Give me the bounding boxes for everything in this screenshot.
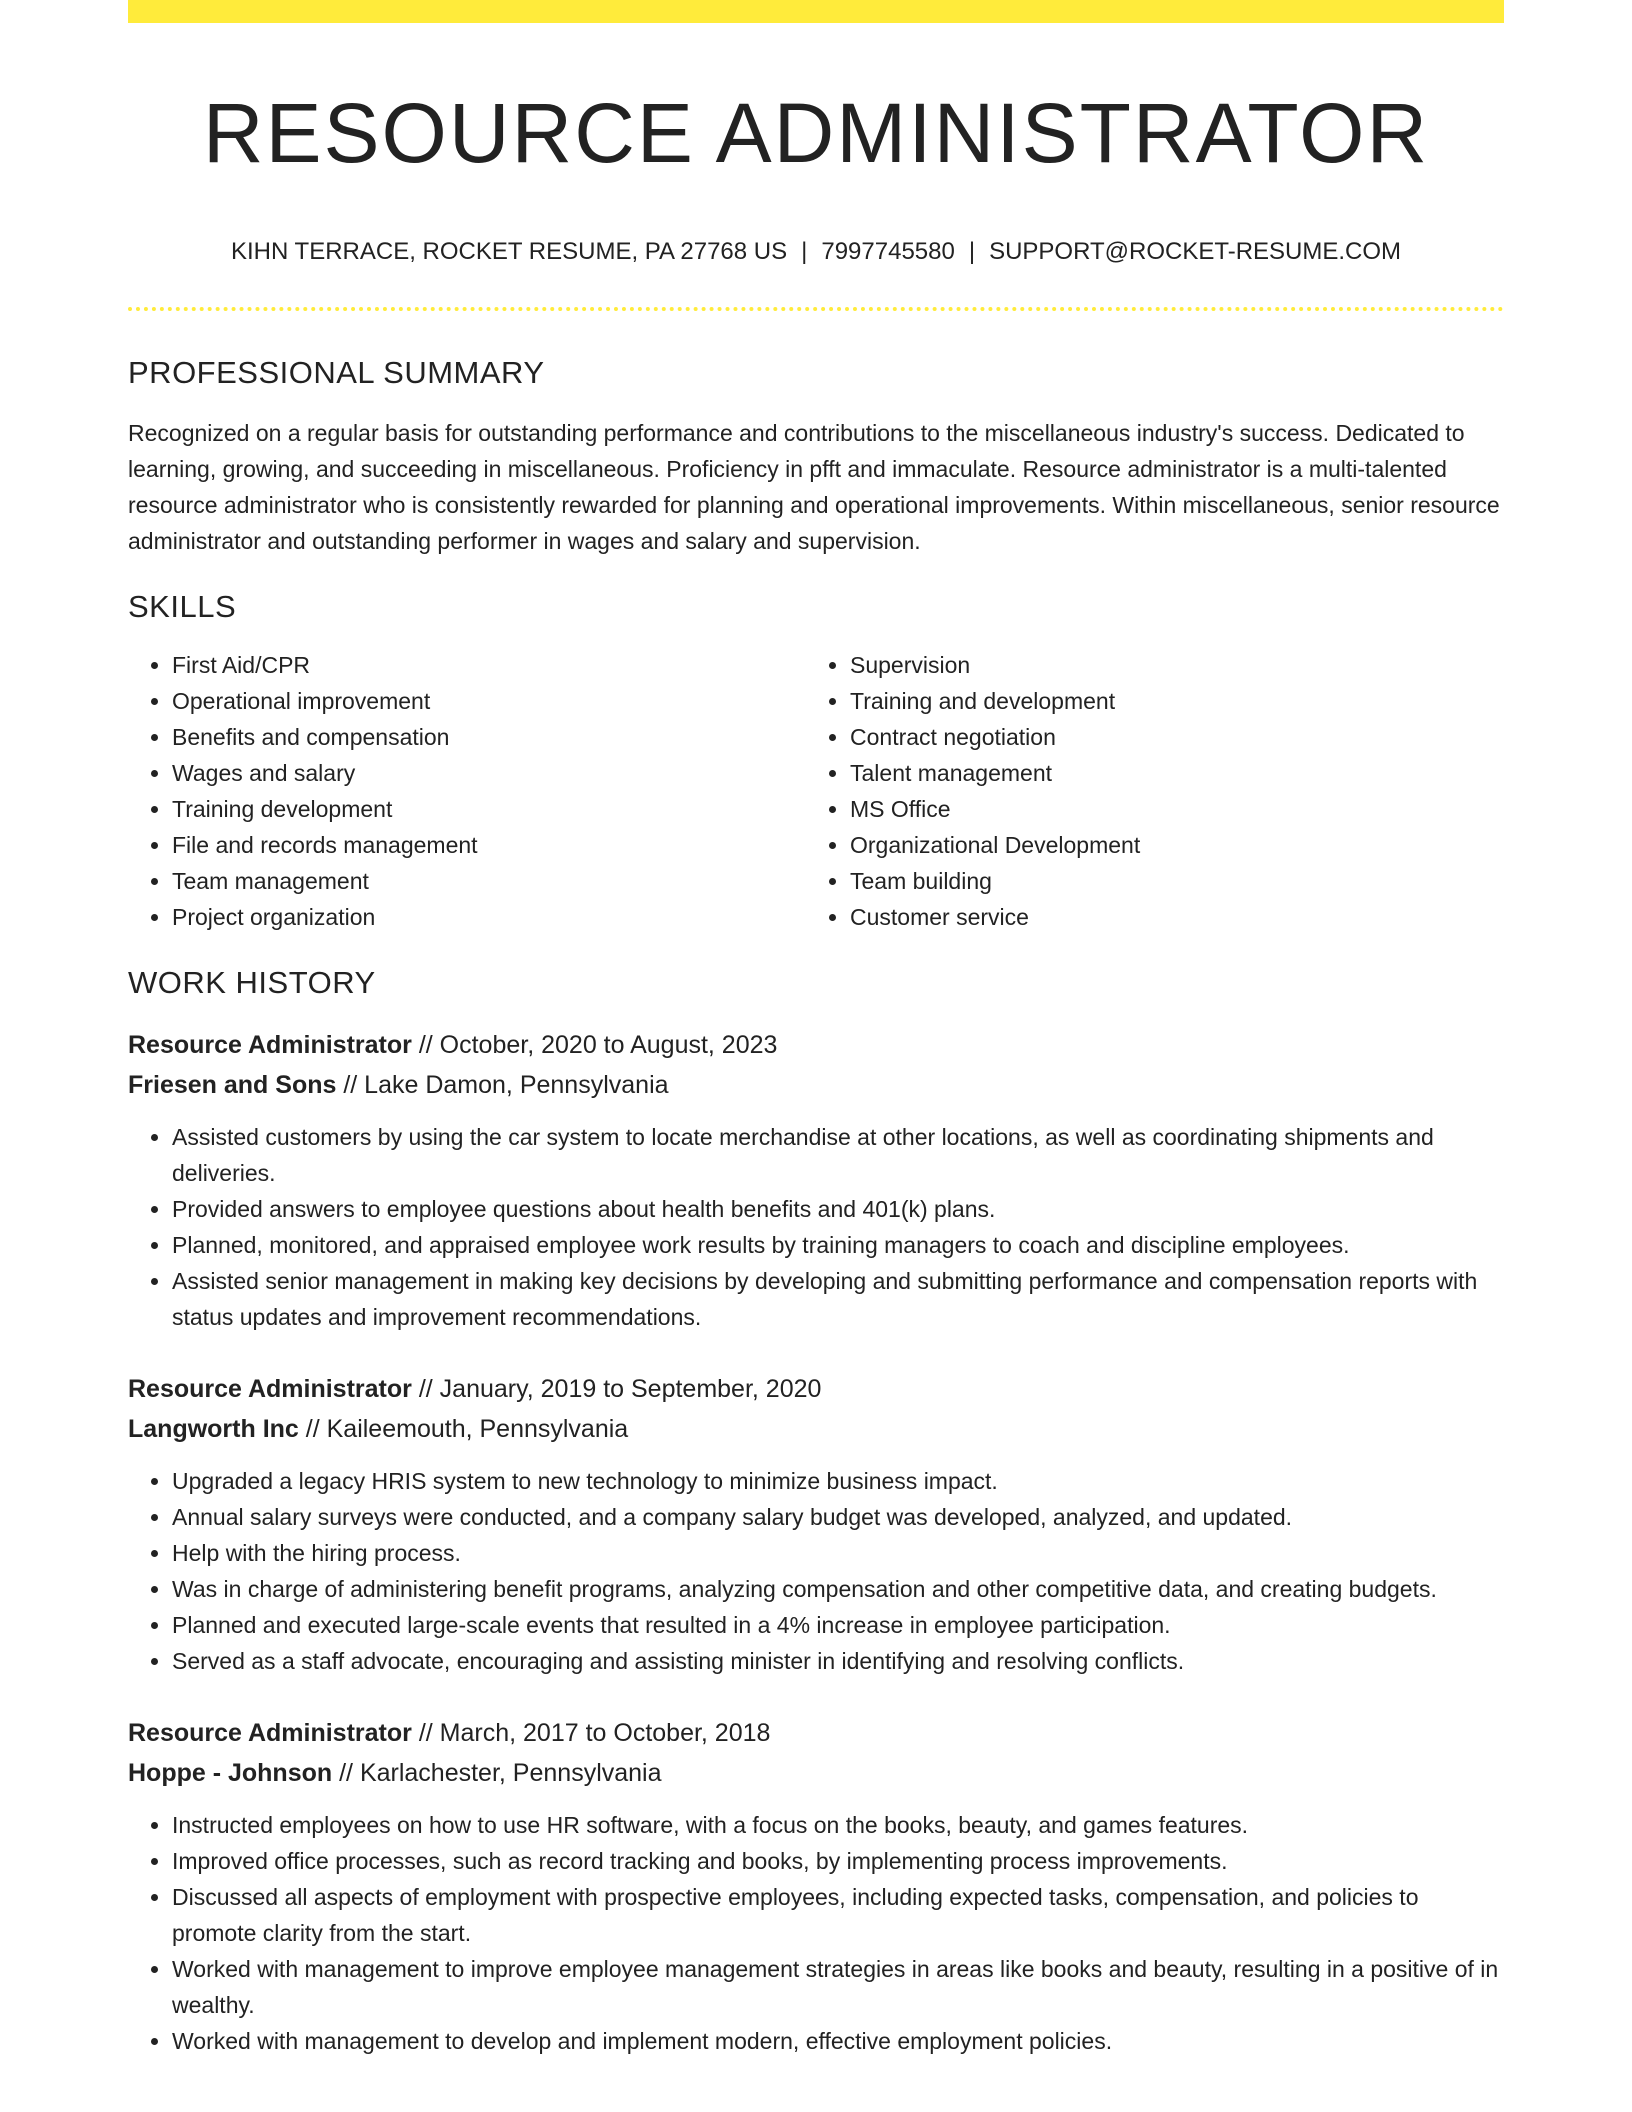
job-company: Friesen and Sons bbox=[128, 1071, 337, 1100]
job-dates: // January, 2019 to September, 2020 bbox=[418, 1375, 822, 1404]
skill-item: • Training and development bbox=[850, 683, 1484, 719]
job-bullet: • Instructed employees on how to use HR software, with a focus on the books, beauty, and games features. bbox=[172, 1807, 1504, 1843]
resume-page bbox=[128, 0, 1504, 2059]
dotted-divider bbox=[128, 307, 1504, 311]
job-entry bbox=[128, 1025, 1504, 1335]
job-role: Resource Administrator bbox=[128, 1031, 412, 1060]
job-company: Langworth Inc bbox=[128, 1415, 299, 1444]
skill-item: • Training development bbox=[172, 791, 806, 827]
contact-phone: 7997745580 bbox=[821, 238, 955, 266]
skill-item: • Team management bbox=[172, 863, 806, 899]
job-bullet: • Worked with management to develop and implement modern, effective employment policies. bbox=[172, 2023, 1504, 2059]
job-role: Resource Administrator bbox=[128, 1719, 412, 1748]
contact-separator: | bbox=[801, 238, 808, 266]
skills-column-right bbox=[806, 647, 1484, 935]
skill-item: • Organizational Development bbox=[850, 827, 1484, 863]
job-company-line bbox=[128, 1409, 1504, 1449]
job-role: Resource Administrator bbox=[128, 1375, 412, 1404]
job-bullet: • Worked with management to improve employee management strategies in areas like books and beauty, resulting in a positive of in wealthy. bbox=[172, 1951, 1504, 2023]
job-title-line bbox=[128, 1369, 1504, 1409]
job-bullet: • Improved office processes, such as record tracking and books, by implementing process improvements. bbox=[172, 1843, 1504, 1879]
skill-item: • Team building bbox=[850, 863, 1484, 899]
skill-item: • Benefits and compensation bbox=[172, 719, 806, 755]
job-bullet: • Annual salary surveys were conducted, and a company salary budget was developed, analyzed, and updated. bbox=[172, 1499, 1504, 1535]
skill-item: • Wages and salary bbox=[172, 755, 806, 791]
resume-title: RESOURCE ADMINISTRATOR bbox=[202, 86, 1430, 180]
contact-address: KIHN TERRACE, ROCKET RESUME, PA 27768 US bbox=[230, 238, 788, 266]
job-dates: // October, 2020 to August, 2023 bbox=[418, 1031, 778, 1060]
skill-item: • File and records management bbox=[172, 827, 806, 863]
skill-item: • Customer service bbox=[850, 899, 1484, 935]
accent-bar bbox=[128, 0, 1504, 23]
contact-email: SUPPORT@ROCKET-RESUME.COM bbox=[989, 238, 1402, 266]
job-company-line bbox=[128, 1065, 1504, 1105]
work-history-heading: WORK HISTORY bbox=[128, 965, 376, 1001]
job-bullet: • Provided answers to employee questions about health benefits and 401(k) plans. bbox=[172, 1191, 1504, 1227]
skill-item: • Operational improvement bbox=[172, 683, 806, 719]
summary-heading: PROFESSIONAL SUMMARY bbox=[128, 355, 545, 391]
job-bullet: • Assisted senior management in making key decisions by developing and submitting performance and compensation reports with status updates and improvement recommendations. bbox=[172, 1263, 1504, 1335]
job-bullets bbox=[128, 1119, 1504, 1335]
job-bullet: • Planned and executed large-scale events that resulted in a 4% increase in employee participation. bbox=[172, 1607, 1504, 1643]
skill-item: • MS Office bbox=[850, 791, 1484, 827]
skill-item: • Talent management bbox=[850, 755, 1484, 791]
job-bullet: • Upgraded a legacy HRIS system to new technology to minimize business impact. bbox=[172, 1463, 1504, 1499]
summary-text: Recognized on a regular basis for outstanding performance and contributions to the miscellaneous industry's success. Dedicated to learning, growing, and succeeding in miscellaneous. Proficiency in pfft and immaculate. Resource administrator is a multi-talented resource administrator who is consistently rewarded for planning and operational improvements. Within miscellaneous, senior resource administrator and outstanding performer in wages and salary and supervision. bbox=[128, 420, 1500, 555]
job-dates: // March, 2017 to October, 2018 bbox=[418, 1719, 771, 1748]
job-title-line bbox=[128, 1713, 1504, 1753]
job-bullet: • Discussed all aspects of employment with prospective employees, including expected tasks, compensation, and policies to promote clarity from the start. bbox=[172, 1879, 1504, 1951]
job-bullet: • Served as a staff advocate, encouraging and assisting minister in identifying and resolving conflicts. bbox=[172, 1643, 1504, 1679]
skill-item: • Project organization bbox=[172, 899, 806, 935]
job-title-line bbox=[128, 1025, 1504, 1065]
contact-line bbox=[128, 237, 1504, 267]
job-bullet: • Was in charge of administering benefit programs, analyzing compensation and other competitive data, and creating budgets. bbox=[172, 1571, 1504, 1607]
job-bullet: • Planned, monitored, and appraised employee work results by training managers to coach and discipline employees. bbox=[172, 1227, 1504, 1263]
skill-item: • First Aid/CPR bbox=[172, 647, 806, 683]
job-company-line bbox=[128, 1753, 1504, 1793]
skills-heading: SKILLS bbox=[128, 589, 237, 625]
skill-item: • Supervision bbox=[850, 647, 1484, 683]
job-entry bbox=[128, 1713, 1504, 2059]
job-bullets bbox=[128, 1807, 1504, 2059]
contact-separator: | bbox=[968, 238, 976, 266]
skills-list bbox=[128, 647, 1504, 935]
skills-column-left bbox=[128, 647, 806, 935]
job-location: // Lake Damon, Pennsylvania bbox=[343, 1071, 669, 1100]
job-bullet: • Assisted customers by using the car system to locate merchandise at other locations, as well as coordinating shipments and deliveries. bbox=[172, 1119, 1504, 1191]
job-company: Hoppe - Johnson bbox=[128, 1759, 333, 1788]
job-location: // Kaileemouth, Pennsylvania bbox=[305, 1415, 629, 1444]
job-location: // Karlachester, Pennsylvania bbox=[339, 1759, 662, 1788]
job-bullets bbox=[128, 1463, 1504, 1679]
job-bullet: • Help with the hiring process. bbox=[172, 1535, 1504, 1571]
job-entry bbox=[128, 1369, 1504, 1679]
skill-item: • Contract negotiation bbox=[850, 719, 1484, 755]
